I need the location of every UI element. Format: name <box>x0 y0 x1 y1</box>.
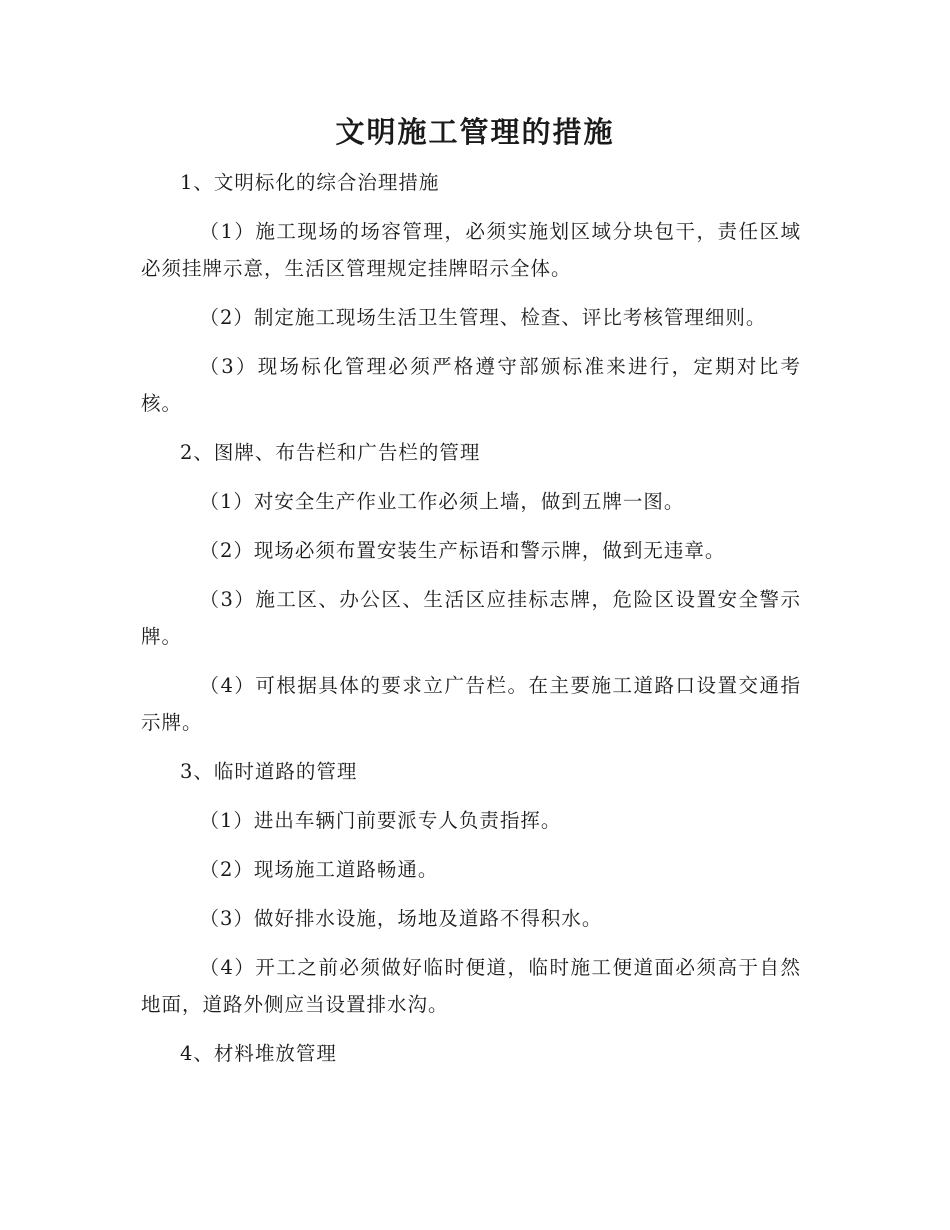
list-item: （4）可根据具体的要求立广告栏。在主要施工道路口设置交通指示牌。 <box>141 674 801 734</box>
list-item: （3）现场标化管理必须严格遵守部颁标准来进行，定期对比考核。 <box>141 355 801 415</box>
section-heading: 3、临时道路的管理 <box>180 760 358 783</box>
section-heading: 1、文明标化的综合治理措施 <box>180 171 440 194</box>
list-item: （3）施工区、办公区、生活区应挂标志牌，危险区设置安全警示牌。 <box>141 588 801 648</box>
list-item: （3）做好排水设施，场地及道路不得积水。 <box>199 907 603 930</box>
list-item: （2）制定施工现场生活卫生管理、检查、评比考核管理细则。 <box>199 306 767 329</box>
section-heading: 2、图牌、布告栏和广告栏的管理 <box>180 441 481 464</box>
list-item: （2）现场必须布置安装生产标语和警示牌，做到无违章。 <box>199 539 726 562</box>
list-item: （2）现场施工道路畅通。 <box>199 858 439 881</box>
section-heading: 4、材料堆放管理 <box>180 1042 337 1065</box>
list-item: （1）施工现场的场容管理，必须实施划区域分块包干，责任区域必须挂牌示意，生活区管理规定挂牌昭示全体。 <box>141 220 801 280</box>
list-item: （1）对安全生产作业工作必须上墙，做到五牌一图。 <box>199 490 685 513</box>
document-body <box>141 164 801 1084</box>
list-item: （4）开工之前必须做好临时便道，临时施工便道面必须高于自然地面，道路外侧应当设置排水沟。 <box>141 956 801 1016</box>
document-title: 文明施工管理的措施 <box>335 115 615 149</box>
list-item: （1）进出车辆门前要派专人负责指挥。 <box>199 809 562 832</box>
